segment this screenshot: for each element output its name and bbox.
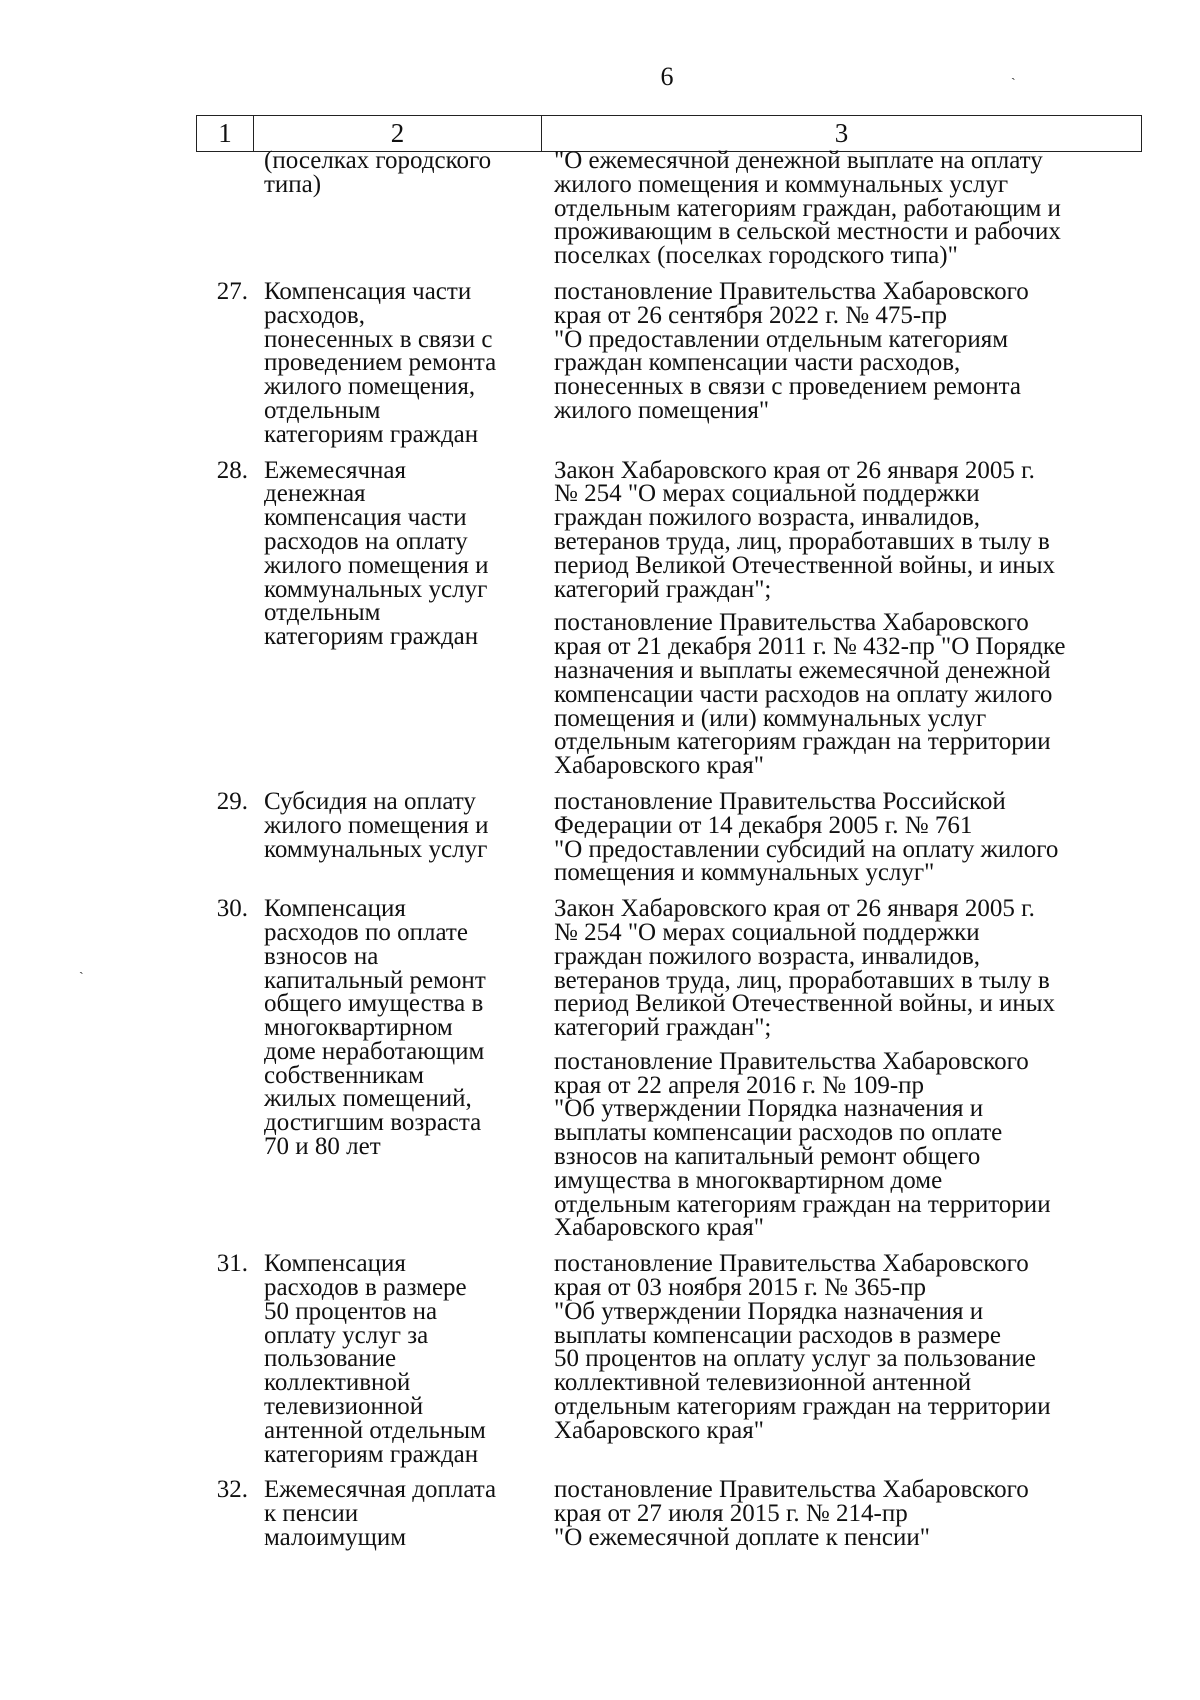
legal-act-line: период Великой Отечественной войны, и иных	[554, 990, 1056, 1018]
measure-name-line: отдельным	[264, 396, 381, 424]
legal-act	[554, 611, 1142, 778]
measure-name	[264, 787, 540, 885]
legal-act-line: отдельным категориям граждан на территории	[554, 728, 1051, 756]
measure-name-line: жилого помещения и	[264, 551, 489, 579]
measure-name-line: категориям граждан	[264, 623, 479, 651]
measure-name-line: Субсидия на оплату	[264, 787, 476, 815]
legal-act-line: поселках (поселках городского типа)"	[554, 242, 958, 270]
table-row	[196, 456, 1142, 780]
legal-act-line: края от 03 ноября 2015 г. № 365-пр	[554, 1274, 926, 1302]
legal-act-line: "О предоставлении субсидий на оплату жилого	[554, 835, 1059, 863]
legal-act-line: имущества в многоквартирном доме	[554, 1166, 943, 1194]
legal-act	[554, 1252, 1142, 1442]
legal-act-line: категорий граждан";	[554, 1014, 772, 1042]
table-row	[196, 149, 1142, 268]
legal-act-line: граждан пожилого возраста, инвалидов,	[554, 942, 981, 970]
measure-name-line: Компенсация	[264, 895, 406, 923]
legal-act-line: ветеранов труда, лиц, проработавших в тылу в	[554, 966, 1050, 994]
legal-act-line: края от 27 июля 2015 г. № 214-пр	[554, 1500, 908, 1528]
legal-act-line: края от 21 декабря 2011 г. № 432-пр "О Порядке	[554, 633, 1066, 661]
measure-name-line: Ежемесячная	[264, 456, 406, 484]
measure-name-line: доме неработающим	[264, 1037, 485, 1065]
legal-act-line: выплаты компенсации расходов в размере	[554, 1321, 1001, 1349]
legal-act	[554, 897, 1142, 1040]
measure-name-line: взносов на	[264, 942, 379, 970]
measure-name-line: Компенсация части	[264, 277, 472, 305]
measure-name	[264, 149, 540, 268]
legal-act-line: Хабаровского края"	[554, 1214, 764, 1242]
measure-name-line: расходов по оплате	[264, 918, 468, 946]
legal-act-line: Закон Хабаровского края от 26 января 2005 г.	[554, 895, 1035, 923]
legal-act	[554, 456, 1142, 603]
measure-name-line: понесенных в связи с	[264, 325, 493, 353]
legal-act-line: взносов на капитальный ремонт общего	[554, 1143, 981, 1171]
measure-name-line: отдельным	[264, 599, 381, 627]
row-number: 32.	[216, 1476, 248, 1504]
legal-act-line: отдельным категориям граждан на территории	[554, 1393, 1051, 1421]
legal-act-line: 50 процентов на оплату услуг за пользование	[554, 1345, 1036, 1373]
measure-name-line: телевизионной	[264, 1393, 424, 1421]
measure-name-line: жилых помещений,	[264, 1085, 472, 1113]
measure-name	[264, 277, 540, 448]
measure-name-line: расходов,	[264, 301, 365, 329]
measure-name-line: достигшим возраста	[264, 1109, 482, 1137]
legal-act-line: проживающим в сельской местности и рабочих	[554, 218, 1061, 246]
page-number: 6	[660, 62, 674, 91]
legal-act	[554, 1476, 1142, 1552]
legal-act-line: помещения и (или) коммунальных услуг	[554, 704, 987, 732]
scan-mark: ˎ	[1011, 66, 1016, 81]
measure-name-line: коммунальных услуг	[264, 575, 488, 603]
measure-name-line: многоквартирном	[264, 1014, 453, 1042]
measure-name-line: капитальный ремонт	[264, 966, 486, 994]
measure-name-line: к пенсии	[264, 1500, 359, 1528]
legal-acts	[540, 897, 1142, 1240]
row-number: 29.	[216, 787, 248, 815]
legal-act-line: выплаты компенсации расходов по оплате	[554, 1119, 1003, 1147]
legal-act-line: постановление Правительства Хабаровского	[554, 1250, 1029, 1278]
measure-name-line: типа)	[264, 170, 322, 198]
measure-name-line: категориям граждан	[264, 1440, 479, 1468]
table-row	[196, 1252, 1142, 1466]
legal-act	[554, 1047, 1142, 1242]
measure-name	[264, 1476, 540, 1552]
legal-acts	[540, 787, 1142, 887]
legal-act-line: постановление Правительства Хабаровского	[554, 1476, 1029, 1504]
table-body	[196, 149, 1142, 1562]
legal-act-line: "Об утверждении Порядка назначения и	[554, 1297, 984, 1325]
measure-name-line: коммунальных услуг	[264, 835, 488, 863]
header-cell-measure: 2	[254, 116, 542, 151]
header-cell-number: 1	[197, 116, 254, 151]
measure-name-line: антенной отдельным	[264, 1416, 486, 1444]
legal-act-line: "Об утверждении Порядка назначения и	[554, 1095, 984, 1123]
legal-act-line: Хабаровского края"	[554, 752, 764, 780]
measure-name	[264, 897, 540, 1240]
legal-act-line: постановление Правительства Российской	[554, 787, 1006, 815]
legal-act-line: период Великой Отечественной войны, и иных	[554, 551, 1056, 579]
measure-name-line: компенсация части	[264, 504, 467, 532]
legal-act-line: помещения и коммунальных услуг"	[554, 859, 935, 887]
legal-act-line: жилого помещения"	[554, 396, 770, 424]
row-number: 27.	[216, 277, 248, 305]
legal-act	[554, 149, 1142, 268]
measure-name-line: категориям граждан	[264, 420, 479, 448]
legal-act-line: граждан пожилого возраста, инвалидов,	[554, 504, 981, 532]
legal-act-line: постановление Правительства Хабаровского	[554, 609, 1029, 637]
legal-act-line: Федерации от 14 декабря 2005 г. № 761	[554, 811, 973, 839]
table-row	[196, 897, 1142, 1240]
legal-act-line: коллективной телевизионной антенной	[554, 1369, 972, 1397]
measure-name-line: коллективной	[264, 1369, 411, 1397]
measure-name-line: собственникам	[264, 1061, 424, 1089]
row-number: 28.	[216, 456, 248, 484]
measure-name-line: пользование	[264, 1345, 397, 1373]
legal-acts	[540, 1252, 1142, 1466]
legal-acts	[540, 456, 1142, 780]
measure-name-line: (поселках городского	[264, 147, 492, 174]
legal-act-line: отдельным категориям граждан на территории	[554, 1190, 1051, 1218]
legal-act-line: отдельным категориям граждан, работающим и	[554, 194, 1061, 222]
table-row	[196, 1476, 1142, 1552]
measure-name-line: 70 и 80 лет	[264, 1133, 381, 1161]
legal-act-line: Хабаровского края"	[554, 1416, 764, 1444]
legal-act-line: "О ежемесячной денежной выплате на оплату	[554, 147, 1043, 174]
measure-name-line: жилого помещения,	[264, 373, 476, 401]
measure-name	[264, 456, 540, 778]
legal-act-line: "О предоставлении отдельным категориям	[554, 325, 1009, 353]
legal-act-line: граждан компенсации части расходов,	[554, 349, 961, 377]
legal-act-line: постановление Правительства Хабаровского	[554, 1047, 1029, 1075]
legal-act-line: ветеранов труда, лиц, проработавших в тылу в	[554, 527, 1050, 555]
row-number	[196, 149, 264, 268]
legal-act-line: № 254 "О мерах социальной поддержки	[554, 918, 980, 946]
measure-name	[264, 1252, 540, 1466]
measure-name-line: расходов на оплату	[264, 527, 468, 555]
measure-name-line: общего имущества в	[264, 990, 484, 1018]
row-number: 31.	[216, 1250, 248, 1278]
measure-name-line: Ежемесячная доплата	[264, 1476, 497, 1504]
legal-act-line: понесенных в связи с проведением ремонта	[554, 373, 1021, 401]
legal-acts	[540, 1476, 1142, 1552]
legal-act-line: края от 26 сентября 2022 г. № 475-пр	[554, 301, 948, 329]
legal-act-line: категорий граждан";	[554, 575, 772, 603]
legal-act-line: Закон Хабаровского края от 26 января 2005 г.	[554, 456, 1035, 484]
legal-act-line: постановление Правительства Хабаровского	[554, 277, 1029, 305]
header-cell-legal-act: 3	[834, 118, 849, 148]
measure-name-line: проведением ремонта	[264, 349, 497, 377]
legal-act	[554, 787, 1142, 887]
legal-acts	[540, 149, 1142, 268]
legal-act-line: жилого помещения и коммунальных услуг	[554, 170, 1009, 198]
row-number: 30.	[216, 895, 248, 923]
legal-act-line: "О ежемесячной доплате к пенсии"	[554, 1524, 930, 1552]
legal-act	[554, 277, 1142, 424]
table-row	[196, 277, 1142, 448]
legal-act-line: края от 22 апреля 2016 г. № 109-пр	[554, 1071, 925, 1099]
legal-act-line: назначения и выплаты ежемесячной денежной	[554, 656, 1051, 684]
scan-mark: ˎ	[79, 960, 84, 975]
measure-name-line: оплату услуг за	[264, 1321, 429, 1349]
legal-act-line: № 254 "О мерах социальной поддержки	[554, 480, 980, 508]
measure-name-line: Компенсация	[264, 1250, 406, 1278]
measure-name-line: расходов в размере	[264, 1274, 467, 1302]
table-row	[196, 787, 1142, 887]
measure-name-line: жилого помещения и	[264, 811, 489, 839]
legal-act-line: компенсации части расходов на оплату жилого	[554, 680, 1053, 708]
measure-name-line: малоимущим	[264, 1524, 407, 1552]
measure-name-line: денежная	[264, 480, 366, 508]
measure-name-line: 50 процентов на	[264, 1297, 438, 1325]
legal-acts	[540, 277, 1142, 447]
